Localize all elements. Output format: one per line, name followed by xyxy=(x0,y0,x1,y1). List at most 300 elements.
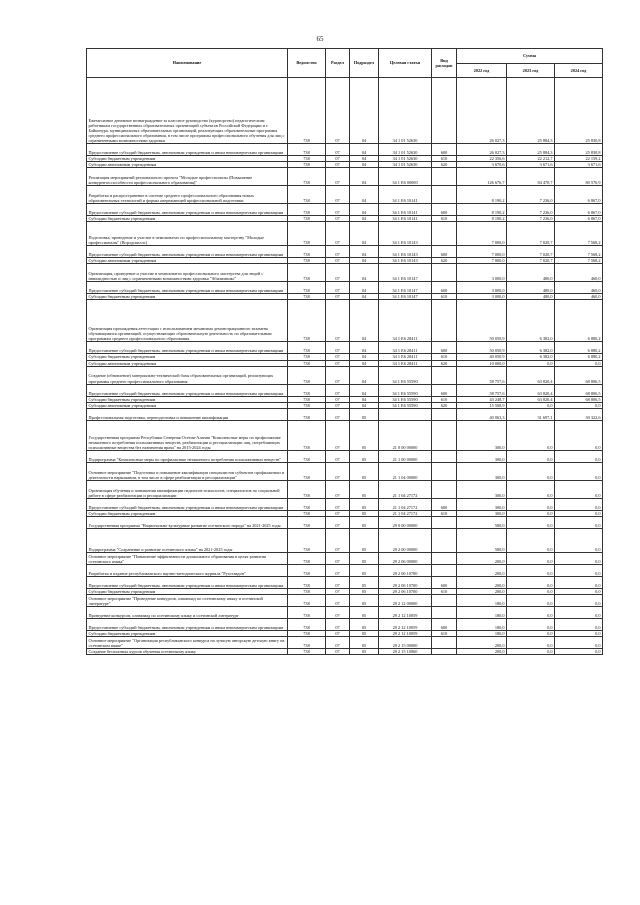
table-body xyxy=(87,78,603,655)
row-target-article: 34 1 E6 28411 xyxy=(379,342,432,354)
row-subsection: 04 xyxy=(350,360,379,366)
row-target-article: 29 2 00 00000 xyxy=(379,528,432,552)
row-name: Подпрограмма "Сохранение и развитие осетинского языка" на 2021-2025 годы xyxy=(87,528,288,552)
row-expense-type xyxy=(432,222,457,246)
row-sum-year-1: 580,0 xyxy=(457,516,507,528)
row-subsection: 04 xyxy=(350,168,379,186)
row-sum-year-1: 58 757,6 xyxy=(457,384,507,396)
row-section: 07 xyxy=(326,300,350,342)
row-sum-year-3: 6 880,2 xyxy=(555,300,603,342)
table-row xyxy=(87,564,603,576)
row-sum-year-2: 63 820,4 xyxy=(507,384,555,396)
table-row xyxy=(87,480,603,498)
row-name: Субсидии бюджетным учреждениям xyxy=(87,631,288,637)
row-name: Основное мероприятие "Повышение эффективности дошкольного образования в целях развития осетинского языка" xyxy=(87,552,288,564)
row-ministry: 738 xyxy=(288,607,326,619)
table-row xyxy=(87,649,603,655)
row-name: Основное мероприятие "Проведение конкурсов, олимпиад по осетинскому языку и осетинской литературе" xyxy=(87,595,288,607)
row-subsection: 04 xyxy=(350,186,379,204)
row-sum-year-1: 26 027,3 xyxy=(457,78,507,144)
row-sum-year-2: 0,0 xyxy=(507,631,555,637)
row-sum-year-1: 300,0 xyxy=(457,498,507,510)
row-sum-year-2: 7 020,7 xyxy=(507,246,555,258)
row-name: Предоставление субсидий бюджетным, автономным учреждениям и иным некоммерческим организациям xyxy=(87,144,288,156)
row-sum-year-1: 180,0 xyxy=(457,595,507,607)
row-subsection: 05 xyxy=(350,420,379,450)
row-expense-type: 620 xyxy=(432,258,457,264)
row-sum-year-3: 0,0 xyxy=(555,510,603,516)
row-ministry: 738 xyxy=(288,360,326,366)
table-row xyxy=(87,168,603,186)
row-ministry: 738 xyxy=(288,649,326,655)
row-sum-year-2: 7 020,7 xyxy=(507,258,555,264)
row-section: 07 xyxy=(326,354,350,360)
row-name: Государственная программа Республики Северная Осетия-Алания "Комплексные меры по профилактике незаконного потребления психоактивных веществ, реабилитации и ресоциализации лиц, потребляющих психоактивные вещества без назначения врача" на 2015-2024 годы xyxy=(87,420,288,450)
row-sum-year-3: 0,0 xyxy=(555,528,603,552)
row-subsection: 04 xyxy=(350,300,379,342)
row-ministry: 738 xyxy=(288,402,326,408)
row-sum-year-1: 200,0 xyxy=(457,576,507,588)
row-sum-year-1: 180,0 xyxy=(457,631,507,637)
row-subsection: 05 xyxy=(350,552,379,564)
row-sum-year-1: 7 000,0 xyxy=(457,246,507,258)
row-sum-year-1: 200,0 xyxy=(457,552,507,564)
row-subsection: 04 xyxy=(350,342,379,354)
row-name: Разработка и распространение в системе среднего профессионального образования новых образовательных технологий и формы опережающей профессиональной подготовки xyxy=(87,186,288,204)
table-row xyxy=(87,366,603,384)
row-sum-year-2: 0,0 xyxy=(507,649,555,655)
row-target-article: 29 2 15 10060 xyxy=(379,649,432,655)
row-sum-year-1: 3 670,6 xyxy=(457,162,507,168)
row-expense-type xyxy=(432,408,457,420)
row-expense-type: 600 xyxy=(432,246,457,258)
row-subsection: 05 xyxy=(350,576,379,588)
table-row xyxy=(87,637,603,649)
row-ministry: 738 xyxy=(288,342,326,354)
row-section: 07 xyxy=(326,607,350,619)
row-target-article: 29 2 06 10700 xyxy=(379,588,432,594)
row-expense-type: 610 xyxy=(432,294,457,300)
table-row xyxy=(87,384,603,396)
row-sum-year-2: 0,0 xyxy=(507,498,555,510)
row-target-article: 34 1 E6 55590 xyxy=(379,366,432,384)
row-expense-type xyxy=(432,607,457,619)
table-row xyxy=(87,552,603,564)
row-ministry: 738 xyxy=(288,637,326,649)
row-target-article: 29 2 12 00000 xyxy=(379,595,432,607)
row-section: 07 xyxy=(326,649,350,655)
row-sum-year-1: 58 757,6 xyxy=(457,366,507,384)
row-ministry: 738 xyxy=(288,366,326,384)
row-subsection: 05 xyxy=(350,564,379,576)
header-section: Раздел xyxy=(326,49,350,78)
row-section: 07 xyxy=(326,156,350,162)
row-section: 07 xyxy=(326,619,350,631)
row-target-article: 21 1 04 27172 xyxy=(379,498,432,510)
row-subsection: 04 xyxy=(350,384,379,396)
header-expense-type: Вид расходов xyxy=(432,49,457,78)
row-target-article: 21 1 04 00000 xyxy=(379,462,432,480)
row-name: Субсидии бюджетным учреждениям xyxy=(87,294,288,300)
row-subsection: 04 xyxy=(350,246,379,258)
row-subsection: 05 xyxy=(350,516,379,528)
row-section: 07 xyxy=(326,264,350,282)
row-sum-year-3: 0,0 xyxy=(555,637,603,649)
table-row xyxy=(87,186,603,204)
row-section: 07 xyxy=(326,342,350,354)
row-name: Субсидии бюджетным учреждениям xyxy=(87,216,288,222)
row-sum-year-2: 480,0 xyxy=(507,282,555,294)
row-sum-year-2: 7 020,7 xyxy=(507,222,555,246)
table-row xyxy=(87,408,603,420)
row-subsection: 04 xyxy=(350,222,379,246)
row-ministry: 738 xyxy=(288,258,326,264)
row-section: 07 xyxy=(326,204,350,216)
row-sum-year-3: 460,0 xyxy=(555,282,603,294)
row-sum-year-2: 0,0 xyxy=(507,462,555,480)
header-ministry: Ведомство xyxy=(288,49,326,78)
row-sum-year-3: 7 568,2 xyxy=(555,246,603,258)
row-name: Создание (обновление) материально-технической базы образовательных организаций, реализующих программы среднего профессионального образования xyxy=(87,366,288,384)
row-sum-year-1: 300,0 xyxy=(457,480,507,498)
row-target-article: 34 1 E6 28411 xyxy=(379,360,432,366)
row-section: 07 xyxy=(326,168,350,186)
row-expense-type xyxy=(432,637,457,649)
row-sum-year-2: 0,0 xyxy=(507,619,555,631)
table-row xyxy=(87,420,603,450)
table-row xyxy=(87,144,603,156)
row-ministry: 738 xyxy=(288,354,326,360)
row-sum-year-3: 460,0 xyxy=(555,264,603,282)
row-ministry: 738 xyxy=(288,384,326,396)
row-sum-year-3: 6 867,0 xyxy=(555,204,603,216)
row-sum-year-1: 300,0 xyxy=(457,462,507,480)
row-sum-year-2: 25 884,3 xyxy=(507,78,555,144)
row-target-article: 29 2 12 10059 xyxy=(379,631,432,637)
row-ministry: 738 xyxy=(288,576,326,588)
row-sum-year-3: 0,0 xyxy=(555,564,603,576)
row-ministry: 738 xyxy=(288,510,326,516)
row-target-article: 34 1 E6 10147 xyxy=(379,264,432,282)
row-name: Организация обучения и повышения квалификации педагогов-психологов, специалистов по социальной работе в сфере реабилитации и ресоциализации xyxy=(87,480,288,498)
row-section: 07 xyxy=(326,564,350,576)
row-section: 07 xyxy=(326,144,350,156)
row-sum-year-2: 480,0 xyxy=(507,264,555,282)
row-sum-year-3: 0,0 xyxy=(555,462,603,480)
table-row xyxy=(87,222,603,246)
header-target-article: Целевая статья xyxy=(379,49,432,78)
table-row xyxy=(87,595,603,607)
table-row xyxy=(87,450,603,462)
row-sum-year-3: 6 867,0 xyxy=(555,216,603,222)
row-ministry: 738 xyxy=(288,516,326,528)
row-section: 07 xyxy=(326,396,350,402)
row-expense-type xyxy=(432,595,457,607)
row-section: 07 xyxy=(326,162,350,168)
row-expense-type xyxy=(432,564,457,576)
row-name: Подпрограмма "Комплексные меры по профилактике незаконного потребления психоактивных веществ" xyxy=(87,450,288,462)
row-expense-type: 600 xyxy=(432,282,457,294)
row-name: Предоставление субсидий бюджетным, автономным учреждениям и иным некоммерческим организациям xyxy=(87,619,288,631)
row-target-article xyxy=(379,408,432,420)
table-row xyxy=(87,342,603,354)
row-subsection: 05 xyxy=(350,408,379,420)
row-sum-year-1: 26 027,3 xyxy=(457,144,507,156)
row-sum-year-1: 3 000,0 xyxy=(457,294,507,300)
row-sum-year-3: 460,0 xyxy=(555,294,603,300)
row-ministry: 738 xyxy=(288,552,326,564)
row-sum-year-3: 68 806,5 xyxy=(555,396,603,402)
row-section: 07 xyxy=(326,216,350,222)
row-expense-type: 610 xyxy=(432,396,457,402)
row-target-article: 34 1 E6 55590 xyxy=(379,384,432,396)
row-target-article: 29 2 06 10700 xyxy=(379,576,432,588)
header-sum: Сумма xyxy=(457,49,603,64)
row-sum-year-3: 80 576,9 xyxy=(555,168,603,186)
row-target-article: 34 1 E6 10143 xyxy=(379,258,432,264)
row-sum-year-2: 0,0 xyxy=(507,588,555,594)
row-sum-year-3: 0,0 xyxy=(555,480,603,498)
table-row xyxy=(87,246,603,258)
row-section: 07 xyxy=(326,408,350,420)
row-ministry: 738 xyxy=(288,564,326,576)
row-expense-type: 600 xyxy=(432,204,457,216)
row-expense-type: 600 xyxy=(432,342,457,354)
row-expense-type xyxy=(432,264,457,282)
row-name: Основное мероприятие "Организация республиканского конкурса на лучшую авторскую детскую книгу на осетинском языке" xyxy=(87,637,288,649)
row-target-article: 34 1 E6 10143 xyxy=(379,246,432,258)
row-ministry: 738 xyxy=(288,186,326,204)
row-expense-type: 600 xyxy=(432,498,457,510)
row-expense-type: 610 xyxy=(432,156,457,162)
row-subsection: 05 xyxy=(350,619,379,631)
row-name: Организация, проведение и участие в чемпионатах профессионального мастерства для людей с инвалидностью и лиц с ограниченными возможностями здоровья "Абилимпикс" xyxy=(87,264,288,282)
row-target-article: 21 1 04 27172 xyxy=(379,510,432,516)
row-section: 07 xyxy=(326,420,350,450)
row-section: 07 xyxy=(326,516,350,528)
row-sum-year-3: 3 671,6 xyxy=(555,162,603,168)
row-name: Предоставление субсидий бюджетным, автономным учреждениям и иным некоммерческим организациям xyxy=(87,342,288,354)
row-sum-year-3: 22 159,2 xyxy=(555,156,603,162)
row-sum-year-3: 30 322,6 xyxy=(555,408,603,420)
row-subsection: 05 xyxy=(350,510,379,516)
row-sum-year-2: 0,0 xyxy=(507,576,555,588)
row-expense-type: 610 xyxy=(432,354,457,360)
row-sum-year-1: 40 050,9 xyxy=(457,354,507,360)
row-subsection: 05 xyxy=(350,588,379,594)
row-section: 07 xyxy=(326,246,350,258)
row-section: 07 xyxy=(326,637,350,649)
row-section: 07 xyxy=(326,450,350,462)
row-name: Субсидии автономным учреждениям xyxy=(87,162,288,168)
row-sum-year-3: 0,0 xyxy=(555,607,603,619)
row-target-article: 29 0 00 00000 xyxy=(379,516,432,528)
row-sum-year-3: 68 806,5 xyxy=(555,384,603,396)
row-target-article: 29 2 12 10059 xyxy=(379,607,432,619)
row-sum-year-2: 0,0 xyxy=(507,510,555,516)
row-sum-year-3: 6 867,0 xyxy=(555,186,603,204)
row-sum-year-2: 0,0 xyxy=(507,564,555,576)
row-ministry: 738 xyxy=(288,282,326,294)
table-row xyxy=(87,498,603,510)
row-sum-year-1: 3 000,0 xyxy=(457,264,507,282)
row-sum-year-2: 0,0 xyxy=(507,516,555,528)
page-number: 65 xyxy=(316,35,324,43)
row-expense-type xyxy=(432,552,457,564)
row-sum-year-3: 6 880,2 xyxy=(555,354,603,360)
budget-table xyxy=(86,48,603,655)
row-expense-type xyxy=(432,528,457,552)
row-sum-year-3: 0,0 xyxy=(555,450,603,462)
row-sum-year-3: 25 830,8 xyxy=(555,78,603,144)
table-row xyxy=(87,204,603,216)
row-sum-year-2: 0,0 xyxy=(507,528,555,552)
row-expense-type xyxy=(432,450,457,462)
row-expense-type xyxy=(432,168,457,186)
row-sum-year-2: 6 382,0 xyxy=(507,354,555,360)
row-subsection: 04 xyxy=(350,216,379,222)
row-section: 07 xyxy=(326,282,350,294)
row-ministry: 738 xyxy=(288,144,326,156)
row-target-article: 34 1 E6 10147 xyxy=(379,294,432,300)
row-ministry: 738 xyxy=(288,595,326,607)
row-subsection: 04 xyxy=(350,402,379,408)
row-name: Субсидии бюджетным учреждениям xyxy=(87,396,288,402)
row-expense-type xyxy=(432,420,457,450)
row-sum-year-3: 25 830,8 xyxy=(555,144,603,156)
row-target-article: 21 0 00 00000 xyxy=(379,420,432,450)
row-sum-year-2: 0,0 xyxy=(507,402,555,408)
row-ministry: 738 xyxy=(288,300,326,342)
row-expense-type: 610 xyxy=(432,588,457,594)
row-sum-year-1: 200,0 xyxy=(457,649,507,655)
row-ministry: 738 xyxy=(288,480,326,498)
row-target-article: 21 1 00 00000 xyxy=(379,450,432,462)
row-sum-year-1: 10 000,0 xyxy=(457,360,507,366)
table-row xyxy=(87,462,603,480)
row-ministry: 738 xyxy=(288,420,326,450)
row-section: 07 xyxy=(326,588,350,594)
row-subsection: 04 xyxy=(350,258,379,264)
row-section: 07 xyxy=(326,528,350,552)
row-sum-year-1: 7 000,0 xyxy=(457,222,507,246)
row-subsection: 04 xyxy=(350,156,379,162)
row-sum-year-1: 15 508,9 xyxy=(457,402,507,408)
row-section: 07 xyxy=(326,294,350,300)
table-row xyxy=(87,528,603,552)
row-expense-type: 610 xyxy=(432,510,457,516)
table-row xyxy=(87,282,603,294)
row-target-article: 34 1 E6 28411 xyxy=(379,354,432,360)
row-subsection: 05 xyxy=(350,480,379,498)
row-ministry: 738 xyxy=(288,78,326,144)
row-sum-year-3: 0,0 xyxy=(555,516,603,528)
row-sum-year-1: 200,0 xyxy=(457,564,507,576)
header-year-2: 2023 год xyxy=(507,64,555,78)
row-sum-year-2: 0,0 xyxy=(507,420,555,450)
row-subsection: 05 xyxy=(350,498,379,510)
row-subsection: 04 xyxy=(350,396,379,402)
row-sum-year-2: 7 236,0 xyxy=(507,186,555,204)
row-target-article: 34 1 01 52630 xyxy=(379,144,432,156)
row-sum-year-2: 0,0 xyxy=(507,637,555,649)
table-row xyxy=(87,78,603,144)
row-name: Субсидии автономным учреждениям xyxy=(87,258,288,264)
row-ministry: 738 xyxy=(288,294,326,300)
row-expense-type: 620 xyxy=(432,402,457,408)
row-target-article: 34 1 E6 55590 xyxy=(379,396,432,402)
table-row xyxy=(87,264,603,282)
row-ministry: 738 xyxy=(288,498,326,510)
row-subsection: 05 xyxy=(350,649,379,655)
row-sum-year-1: 8 190,2 xyxy=(457,216,507,222)
row-expense-type: 620 xyxy=(432,360,457,366)
row-subsection: 04 xyxy=(350,204,379,216)
row-expense-type: 600 xyxy=(432,619,457,631)
row-ministry: 738 xyxy=(288,204,326,216)
row-ministry: 738 xyxy=(288,396,326,402)
row-sum-year-1: 43 248,7 xyxy=(457,396,507,402)
row-name: Подготовка, проведение и участие в чемпионатах по профессиональному мастерству "Молодые профессионалы" (Ворлдскиллс) xyxy=(87,222,288,246)
row-subsection: 04 xyxy=(350,162,379,168)
row-sum-year-2: 63 820,4 xyxy=(507,366,555,384)
row-target-article: 34 1 01 52630 xyxy=(379,156,432,162)
row-target-article: 34 1 E6 10143 xyxy=(379,222,432,246)
row-sum-year-1: 22 356,6 xyxy=(457,156,507,162)
table-row xyxy=(87,516,603,528)
row-subsection: 04 xyxy=(350,282,379,294)
row-name: Профессиональная подготовка, переподготовка и повышение квалификации xyxy=(87,408,288,420)
header-year-1: 2022 год xyxy=(457,64,507,78)
row-expense-type: 600 xyxy=(432,576,457,588)
row-ministry: 738 xyxy=(288,168,326,186)
row-section: 07 xyxy=(326,186,350,204)
row-sum-year-3: 0,0 xyxy=(555,552,603,564)
row-section: 07 xyxy=(326,360,350,366)
row-expense-type: 600 xyxy=(432,144,457,156)
row-sum-year-2: 0,0 xyxy=(507,595,555,607)
row-ministry: 738 xyxy=(288,462,326,480)
row-sum-year-3: 68 806,5 xyxy=(555,366,603,384)
table-row xyxy=(87,619,603,631)
row-ministry: 738 xyxy=(288,216,326,222)
table-row xyxy=(87,576,603,588)
row-ministry: 738 xyxy=(288,408,326,420)
row-target-article: 34 1 E6 10147 xyxy=(379,282,432,294)
row-target-article: 34 1 E6 28411 xyxy=(379,300,432,342)
row-target-article: 29 2 06 10700 xyxy=(379,564,432,576)
row-target-article: 29 2 12 10059 xyxy=(379,619,432,631)
row-expense-type xyxy=(432,462,457,480)
row-name: Предоставление субсидий бюджетным, автономным учреждениям и иным некоммерческим организациям xyxy=(87,498,288,510)
row-subsection: 04 xyxy=(350,354,379,360)
row-sum-year-2: 31 697,1 xyxy=(507,408,555,420)
row-sum-year-1: 180,0 xyxy=(457,619,507,631)
row-sum-year-3: 0,0 xyxy=(555,576,603,588)
row-expense-type: 610 xyxy=(432,631,457,637)
row-ministry: 738 xyxy=(288,156,326,162)
row-expense-type xyxy=(432,516,457,528)
row-subsection: 04 xyxy=(350,144,379,156)
header-year-3: 2024 год xyxy=(555,64,603,78)
row-ministry: 738 xyxy=(288,264,326,282)
row-sum-year-1: 300,0 xyxy=(457,450,507,462)
row-sum-year-2: 25 884,3 xyxy=(507,144,555,156)
row-sum-year-2: 63 820,4 xyxy=(507,396,555,402)
row-name: Основное мероприятие "Подготовка и повышение квалификации специалистов субъектов профилактики и деятельности наркомании, в том числе в сфере реабилитации и ресоциализации" xyxy=(87,462,288,480)
row-ministry: 738 xyxy=(288,631,326,637)
row-ministry: 738 xyxy=(288,619,326,631)
